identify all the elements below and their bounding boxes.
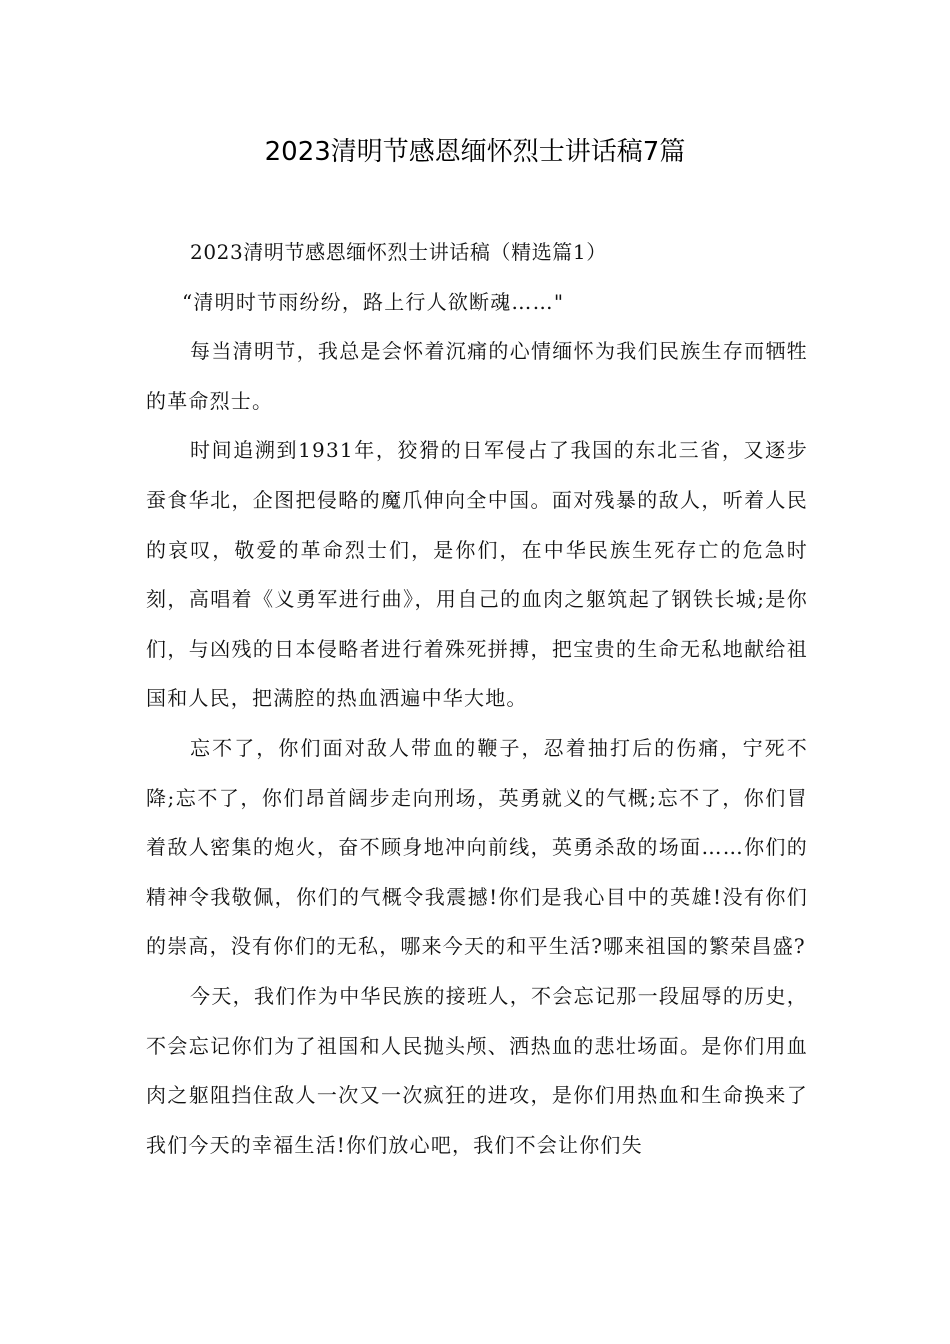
paragraph: 每当清明节，我总是会怀着沉痛的心情缅怀为我们民族生存而牺牲的革命烈士。: [146, 339, 808, 413]
paragraph: 忘不了，你们面对敌人带血的鞭子，忍着抽打后的伤痛，宁死不降;忘不了，你们昂首阔步走向刑场，英勇就义的气概;忘不了，你们冒着敌人密集的炮火，奋不顾身地冲向前线，英勇杀敌的场面……你们的精神令我敬佩，你们的气概令我震撼!你们是我心目中的英雄!没有你们的崇高，没有你们的无私，哪来今天的和平生活?哪来祖国的繁荣昌盛?: [146, 735, 808, 959]
section-subtitle: 2023清明节感恩缅怀烈士讲话稿（精选篇1）: [190, 240, 607, 264]
opening-quote: “清明时节雨纷纷，路上行人欲断魂……": [182, 289, 565, 314]
document-body: [146, 228, 808, 1170]
document-title: 2023清明节感恩缅怀烈士讲话稿7篇: [264, 137, 686, 167]
paragraph: 时间追溯到1931年，狡猾的日军侵占了我国的东北三省，又逐步蚕食华北，企图把侵略的魔爪伸向全中国。面对残暴的敌人，听着人民的哀叹，敬爱的革命烈士们，是你们，在中华民族生死存亡的危急时刻，高唱着《义勇军进行曲》，用自己的血肉之躯筑起了钢铁长城;是你们，与凶残的日本侵略者进行着殊死拼搏，把宝贵的生命无私地献给祖国和人民，把满腔的热血洒遍中华大地。: [146, 438, 808, 711]
paragraph: 今天，我们作为中华民族的接班人，不会忘记那一段屈辱的历史，不会忘记你们为了祖国和人民抛头颅、洒热血的悲壮场面。是你们用血肉之躯阻挡住敌人一次又一次疯狂的进攻，是你们用热血和生命换来了我们今天的幸福生活!你们放心吧，我们不会让你们失: [146, 983, 808, 1157]
